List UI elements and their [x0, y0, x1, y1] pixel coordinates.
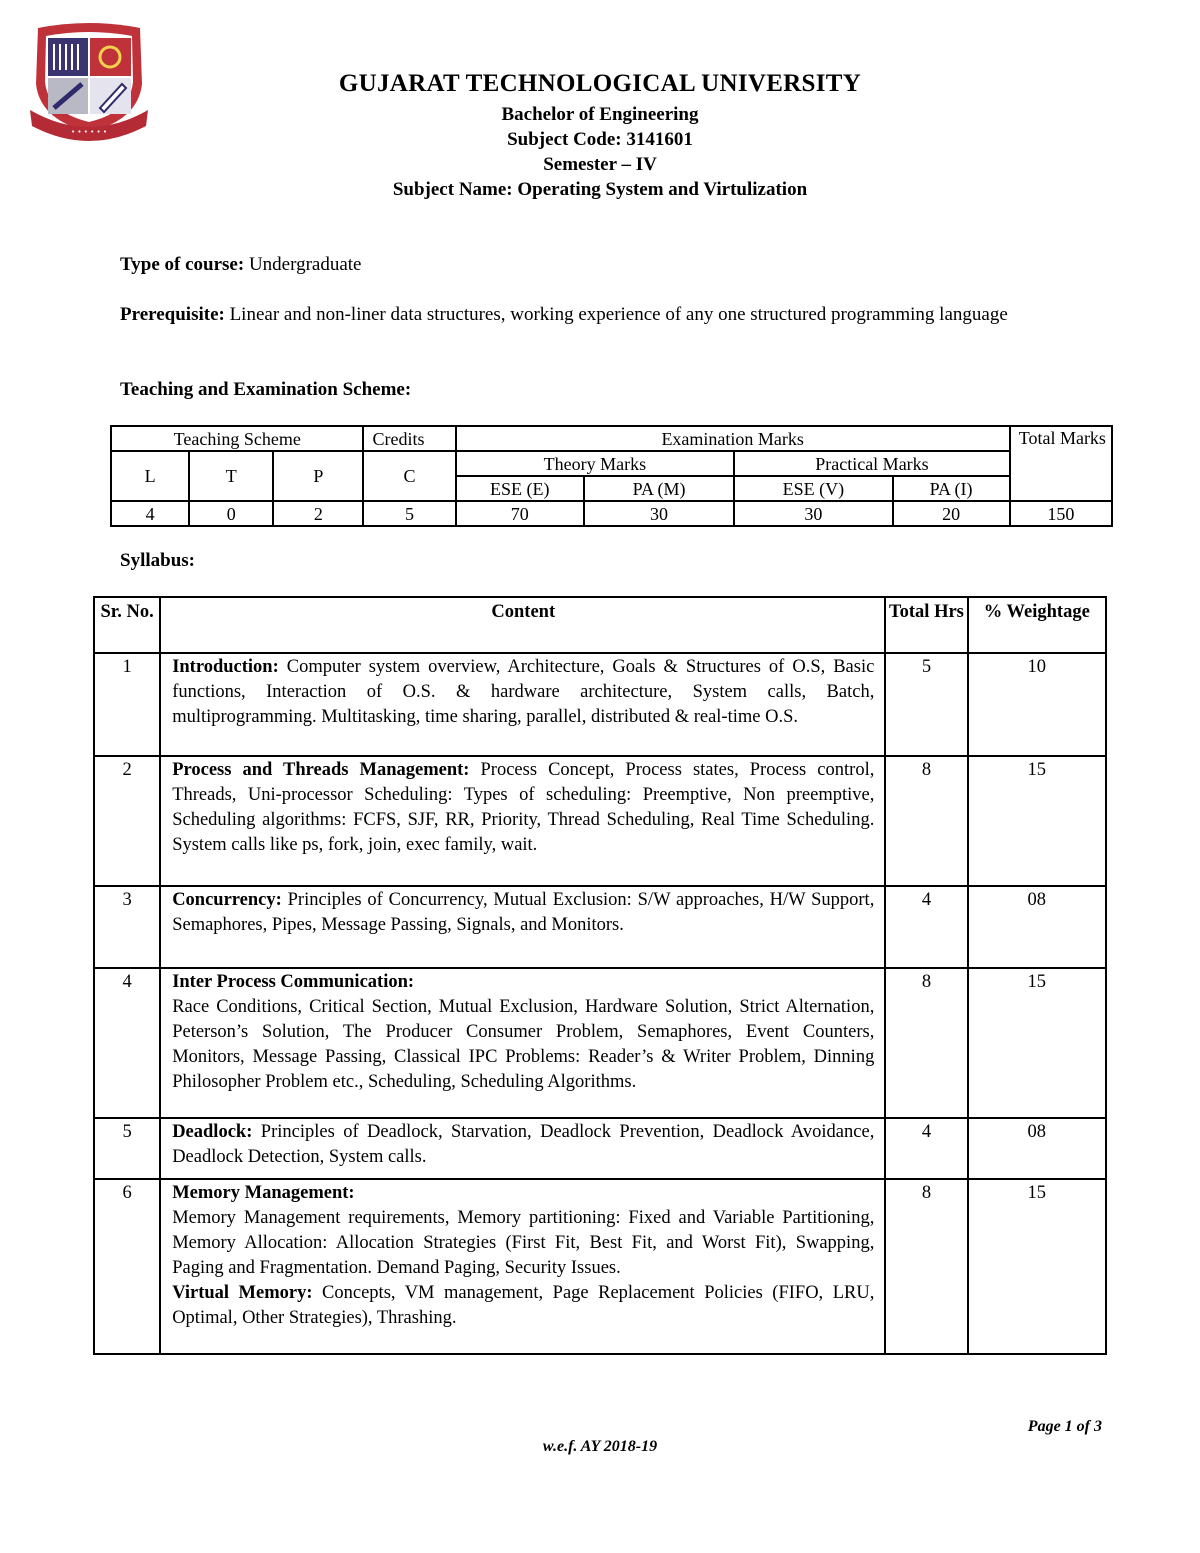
row-weight: 10 [968, 653, 1106, 756]
t-value: 0 [189, 501, 273, 526]
ese-e-value: 70 [456, 501, 584, 526]
row-hrs: 4 [885, 886, 967, 968]
row-body: Process Concept, Process states, Process control, Threads, Uni-processor Scheduling: Types of scheduling: Preemptive, Non preemptive, Scheduling algorithms: FCFS, SJF, RR, Priority, Thread Scheduling, Real Time Scheduling. System calls like ps, fork, join, exec family, wait. [172, 760, 875, 855]
table-row [94, 1118, 1106, 1179]
row-hrs: 8 [885, 968, 967, 1118]
prerequisite [120, 302, 1060, 327]
table-row [94, 756, 1106, 886]
weightage-header: % Weightage [968, 597, 1106, 653]
content-header: Content [160, 597, 885, 653]
ese-v-header: ESE (V) [734, 476, 892, 501]
course-type [120, 252, 1060, 277]
total-marks-header: Total Marks [1010, 426, 1112, 501]
c-value: 5 [363, 501, 455, 526]
l-value: 4 [111, 501, 189, 526]
page-number: Page 1 of 3 [1027, 1418, 1102, 1435]
table-row [94, 653, 1106, 756]
table-row [94, 1179, 1106, 1354]
theory-marks-header: Theory Marks [456, 451, 735, 476]
subject-name: Subject Name: Operating System and Virtulization [392, 179, 808, 200]
row-body: Race Conditions, Critical Section, Mutual Exclusion, Hardware Solution, Strict Alternation, Peterson’s Solution, The Producer Consumer Problem, Semaphores, Event Counters, Monitors, Message Passing, Classical IPC Problems: Reader’s & Writer Problem, Dinning Philosopher Problem etc., Scheduling, Scheduling Algorithms. [172, 997, 875, 1092]
prerequisite-value: Linear and non-liner data structures, working experience of any one structured programming language [224, 304, 1008, 325]
teaching-scheme-header: Teaching Scheme [111, 426, 363, 451]
row-title: Introduction: [172, 657, 279, 677]
row-weight: 08 [968, 886, 1106, 968]
total-hrs-header: Total Hrs [885, 597, 967, 653]
prerequisite-label: Prerequisite: [120, 304, 225, 325]
row-content [160, 968, 885, 1118]
row-hrs: 8 [885, 1179, 967, 1354]
row-title: Deadlock: [172, 1122, 253, 1142]
row-sr: 3 [94, 886, 160, 968]
row-weight: 15 [968, 968, 1106, 1118]
course-type-value: Undergraduate [244, 254, 362, 275]
subject-code: Subject Code: 3141601 [507, 129, 693, 150]
row-sr: 5 [94, 1118, 160, 1179]
pa-m-header: PA (M) [584, 476, 734, 501]
row-body-2: Concepts, VM management, Page Replacement Policies (FIFO, LRU, Optimal, Other Strategies), Thrashing. [172, 1283, 875, 1328]
document-header [0, 70, 1200, 202]
examination-marks-header: Examination Marks [456, 426, 1010, 451]
row-content [160, 886, 885, 968]
row-content [160, 1179, 885, 1354]
row-title: Memory Management: [172, 1183, 355, 1203]
scheme-heading-text: Teaching and Examination Scheme: [120, 379, 412, 400]
row-sr: 1 [94, 653, 160, 756]
syllabus-table [93, 596, 1107, 1355]
row-weight: 08 [968, 1118, 1106, 1179]
effective-year: w.e.f. AY 2018-19 [542, 1438, 658, 1455]
pa-i-value: 20 [893, 501, 1010, 526]
pa-m-value: 30 [584, 501, 734, 526]
ese-v-value: 30 [734, 501, 892, 526]
teaching-scheme-table [110, 425, 1113, 527]
row-title: Concurrency: [172, 890, 282, 910]
sr-no-header: Sr. No. [94, 597, 160, 653]
pa-i-header: PA (I) [893, 476, 1010, 501]
university-name: GUJARAT TECHNOLOGICAL UNIVERSITY [338, 70, 862, 97]
syllabus-heading-text: Syllabus: [120, 550, 195, 571]
row-sr: 6 [94, 1179, 160, 1354]
c-header: C [363, 451, 455, 501]
semester: Semester – IV [543, 154, 657, 175]
syllabus-heading [120, 548, 1060, 573]
row-body: Principles of Concurrency, Mutual Exclusion: S/W approaches, H/W Support, Semaphores, Pipes, Message Passing, Signals, and Monitors. [172, 890, 875, 935]
row-subtitle: Virtual Memory: [172, 1283, 313, 1303]
table-row [94, 886, 1106, 968]
total-value: 150 [1010, 501, 1112, 526]
row-hrs: 5 [885, 653, 967, 756]
row-body: Principles of Deadlock, Starvation, Deadlock Prevention, Deadlock Avoidance, Deadlock Detection, System calls. [172, 1122, 875, 1167]
row-content [160, 756, 885, 886]
row-hrs: 8 [885, 756, 967, 886]
scheme-heading [120, 377, 1060, 402]
row-content [160, 1118, 885, 1179]
row-weight: 15 [968, 756, 1106, 886]
row-hrs: 4 [885, 1118, 967, 1179]
degree: Bachelor of Engineering [501, 104, 699, 125]
row-content [160, 653, 885, 756]
row-sr: 4 [94, 968, 160, 1118]
row-sr: 2 [94, 756, 160, 886]
course-type-label: Type of course: [120, 254, 245, 275]
practical-marks-header: Practical Marks [734, 451, 1010, 476]
table-row [94, 968, 1106, 1118]
p-value: 2 [273, 501, 363, 526]
row-weight: 15 [968, 1179, 1106, 1354]
row-body: Memory Management requirements, Memory partitioning: Fixed and Variable Partitioning, Memory Allocation: Allocation Strategies (First Fit, Best Fit, and Worst Fit), Swapping, Paging and Fragmentation. Demand Paging, Security Issues. [172, 1208, 875, 1278]
p-header: P [273, 451, 363, 501]
l-header: L [111, 451, 189, 501]
t-header: T [189, 451, 273, 501]
row-body: Computer system overview, Architecture, Goals & Structures of O.S, Basic functions, Interaction of O.S. & hardware architecture, System calls, Batch, multiprogramming. Multitasking, time sharing, parallel, distributed & real-time O.S. [172, 657, 875, 727]
svg-text:• • • • • •: • • • • • • [71, 128, 107, 136]
row-title: Inter Process Communication: [172, 972, 415, 992]
row-title: Process and Threads Management: [172, 760, 470, 780]
ese-e-header: ESE (E) [456, 476, 584, 501]
credits-header: Credits [363, 426, 455, 451]
